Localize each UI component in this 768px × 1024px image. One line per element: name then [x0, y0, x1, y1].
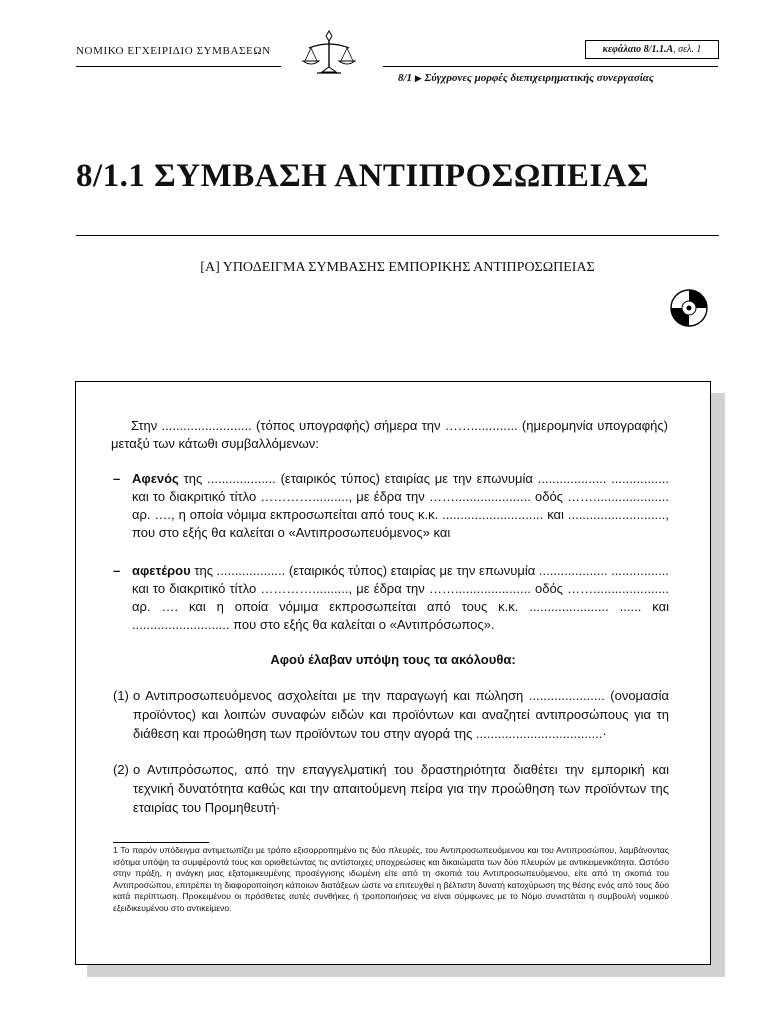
- page-label: , σελ. 1: [673, 44, 702, 55]
- scales-of-justice-icon: [299, 30, 359, 76]
- chapter-subheading: [398, 72, 718, 84]
- party-second: [113, 562, 669, 634]
- chapter-label: κεφάλαιο 8/1.1.Α: [602, 44, 674, 55]
- party-first: [113, 470, 669, 542]
- recitals-heading: Αφού έλαβαν υπόψη τους τα ακόλουθα:: [270, 652, 516, 667]
- triangle-right-icon: ▶: [414, 73, 422, 83]
- recital-number: (1): [113, 688, 129, 703]
- footnote: 1 Το παρόν υπόδειγμα αντιμετωπίζει με τρόπο εξισορροπημένο τις δύο πλευρές, του Αντιπροσωπευόμενου και του Αντιπροσώπου, λαμβάνοντας ισότιμα υπόψη τα συμφέροντά τους και οριοθετώντας τις αντίστοιχες υποχρεώσεις και δικαιώματα των δύο πλευρών με αντικειμενικότητα. Ωστόσο στην πράξη, η ανάγκη μιας εξατομικευμένης προσέγγισης ιδωμένη είτε από τη σκοπιά του Αντιπροσωπευόμενου, είτε από τη σκοπιά του Αντιπροσώπου, επιτρέπει τη διαφοροποίηση κάποιων διατάξεων ώστε να επιτευχθεί η βέλτιστη δυνατή κατοχύρωση της θέσης ενός από τους δύο κατά περίπτωση. Προκειμένου οι πρόσθετες αυτές συνθήκες ή τροποποιήσεις να είναι σύμφωνες με το Νόμο συνιστάται η συμβουλή νομικού εξειδικευμένου στο αντικείμενο.: [113, 845, 669, 913]
- handbook-title: ΝΟΜΙΚΟ ΕΓΧΕΙΡΙΔΙΟ ΣΥΜΒΑΣΕΩΝ: [76, 45, 271, 57]
- intro-paragraph: Στην ......................... (τόπος υπογραφής) σήμερα την ……............. (ημερομηνία υπογραφής) μεταξύ των κάτωθι συμβαλλόμενων:: [111, 418, 668, 451]
- page-title: 8/1.1 ΣΥΜΒΑΣΗ ΑΝΤΙΠΡΟΣΩΠΕΙΑΣ: [76, 158, 650, 194]
- footnote-divider: [113, 842, 209, 843]
- party-first-lead: Αφενός: [132, 471, 179, 486]
- party-second-text: της ................... (εταιρικός τύπος) εταιρίας με την επωνυμία ................... ................ και το διακριτικό τίτλο ………….........., με έδρα την ……..................... οδός ……..................... αρ. …. και η οποία νόμιμα εκπροσωπείται από τους κ.κ. ...................... ...... και ........................... που στο εξής θα καλείται ο «Αντιπρόσωπος».: [132, 563, 669, 632]
- recital-text: ο Αντιπροσωπευόμενος ασχολείται με την παραγωγή και πώληση ..................... (ονομασία προϊόντος) και λοιπών συναφών ειδών και προϊόντων και αναζητεί αντιπροσώπους για τη διάθεση και προώθηση των προϊόντων του στην αγορά της ...................................·: [133, 688, 669, 741]
- subheading-number: 8/1: [398, 72, 413, 84]
- party-second-dash: –: [113, 563, 121, 578]
- party-first-text: της ................... (εταιρικός τύπος) εταιρίας με την επωνυμία ................... ................ και το διακριτικό τίτλο ………….........., με έδρα την ……..................... οδός ……..................... αρ. …., η οποία νόμιμα εκπροσωπείται από τους κ.κ. ............................ και ..........................., που στο εξής θα καλείται ο «Αντιπροσωπευόμενος» και: [132, 471, 669, 540]
- subheading-text: Σύγχρονες μορφές διεπιχειρηματικής συνεργασίας: [424, 72, 654, 84]
- recital-item: [113, 760, 669, 817]
- recital-number: (2): [113, 762, 129, 777]
- recital-text: ο Αντιπρόσωπος, από την επαγγελματική του δραστηριότητα διαθέτει την εμπορική και τεχνική δυνατότητα καθώς και την απαιτούμενη πείρα για την προώθηση των προϊόντων της εταιρίας του Προμηθευτή·: [133, 762, 669, 815]
- chapter-page-box: [585, 40, 719, 59]
- header-divider-left: [76, 66, 281, 67]
- party-first-dash: –: [113, 471, 121, 486]
- section-heading: [Α] ΥΠΟΔΕΙΓΜΑ ΣΥΜΒΑΣΗΣ ΕΜΠΟΡΙΚΗΣ ΑΝΤΙΠΡΟΣΩΠΕΙΑΣ: [200, 260, 595, 275]
- cd-disc-icon: [669, 288, 709, 328]
- recital-item: [113, 686, 669, 743]
- party-second-lead: αφετέρου: [132, 563, 191, 578]
- header-divider-right: [383, 66, 718, 67]
- title-divider: [76, 235, 719, 236]
